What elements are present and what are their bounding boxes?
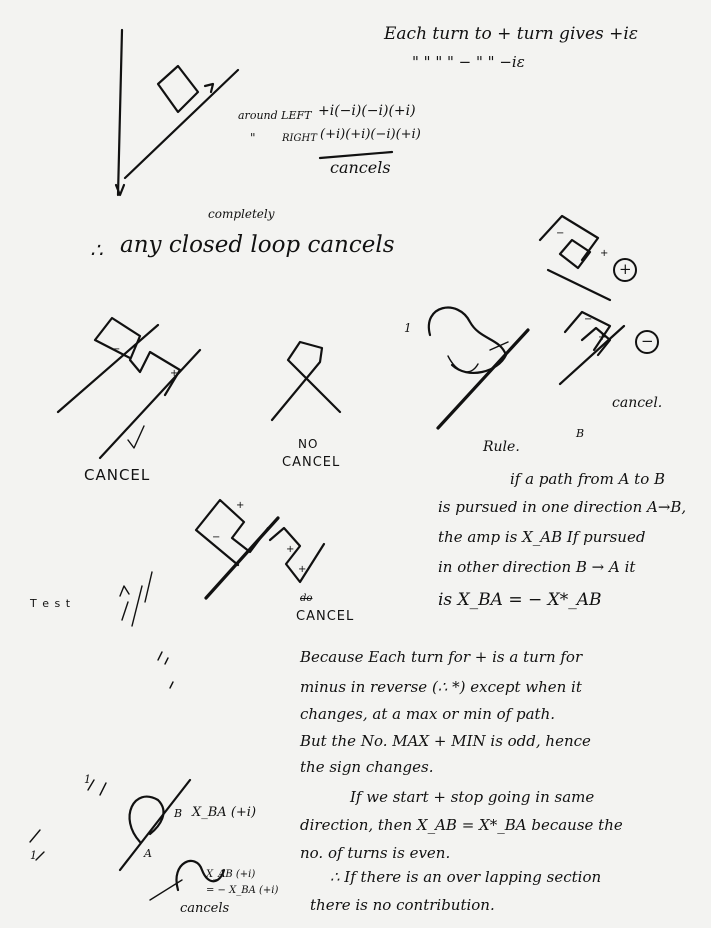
because-line-6: If we start + stop going in same — [350, 788, 595, 806]
a-point-label: A — [144, 847, 152, 860]
svg-text:+: + — [298, 564, 307, 575]
cancels-top: cancels — [330, 158, 391, 177]
rule-line-3: the amp is X_AB If pursued — [438, 528, 646, 546]
rule-heading: Rule. — [483, 439, 520, 455]
right-label: RIGHT — [282, 133, 317, 144]
because-line-9: ∴ If there is an over lapping section — [330, 868, 602, 886]
because-line-2: minus in reverse (∴ *) except when it — [300, 678, 582, 696]
because-line-8: no. of turns is even. — [300, 844, 451, 862]
because-line-10: there is no contribution. — [310, 896, 495, 914]
side-b-label: B — [576, 427, 585, 440]
one-label-a: 1 — [84, 773, 91, 786]
svg-text:+: + — [598, 332, 607, 343]
rule-line-1: if a path from A to B — [510, 470, 666, 488]
because-line-5: the sign changes. — [300, 758, 434, 776]
svg-text:−: − — [556, 228, 565, 239]
right-expression: (+i)(+i)(−i)(+i) — [320, 127, 421, 142]
cancel-label-left: CANCEL — [84, 466, 151, 484]
cancels-bottom: cancels — [180, 901, 230, 916]
no-cancel-label: CANCEL — [282, 455, 341, 470]
square-loop — [158, 66, 198, 112]
svg-text:−: − — [584, 314, 593, 325]
xab-label: X_AB (+i) — [206, 869, 256, 880]
completely-insert: completely — [208, 207, 275, 221]
therefore-symbol: ∴ — [90, 238, 103, 262]
side-one-label: 1 — [404, 321, 412, 335]
because-line-4: But the No. MAX + MIN is odd, hence — [300, 732, 591, 750]
xba-neg-label: = − X_BA (+i) — [206, 885, 279, 896]
cancel-right-label: cancel. — [612, 395, 663, 411]
closed-loop-statement: any closed loop cancels — [120, 232, 395, 258]
header-line-2: " " " " − " " −iε — [412, 53, 525, 71]
svg-text:−: − — [112, 344, 121, 355]
around-left-expression: +i(−i)(−i)(+i) — [318, 103, 416, 119]
cancel-label-lower: CANCEL — [296, 609, 355, 624]
no-cancel-diagram — [272, 342, 340, 420]
b-point-label: B — [174, 807, 183, 820]
svg-text:+: + — [170, 368, 179, 379]
struck-word: do — [300, 593, 313, 604]
svg-text:+: + — [600, 248, 609, 259]
svg-text:−: − — [212, 532, 221, 543]
vertical-axis — [118, 30, 122, 195]
because-line-1: Because Each turn for + is a turn for — [300, 648, 583, 666]
svg-text:+: + — [236, 500, 245, 511]
because-line-3: changes, at a max or min of path. — [300, 705, 555, 723]
because-line-7: direction, then X_AB = X*_BA because the — [300, 816, 623, 834]
test-label: T e s t — [30, 597, 72, 610]
xba-label: X_BA (+i) — [192, 805, 257, 820]
rule-line-5: is X_BA = − X*_AB — [438, 590, 602, 610]
right-ditto: " — [250, 131, 256, 145]
minus-circle-sign: − — [641, 332, 654, 350]
plus-circle-sign: + — [619, 260, 632, 278]
svg-text:+: + — [286, 544, 295, 555]
rule-line-4: in other direction B → A it — [438, 558, 636, 576]
line-arrow — [205, 84, 213, 92]
one-label-b: 1 — [30, 849, 37, 862]
header-line-1: Each turn to + turn gives +iε — [384, 24, 638, 44]
cancel-diagram — [58, 318, 200, 458]
around-left-label: around LEFT — [238, 109, 312, 122]
no-label: NO — [298, 437, 319, 451]
lower-cancel-diagram — [120, 500, 324, 688]
diagonal-line — [125, 70, 238, 178]
bottom-figures — [30, 780, 224, 900]
rule-line-2: is pursued in one direction A→B, — [438, 498, 687, 516]
